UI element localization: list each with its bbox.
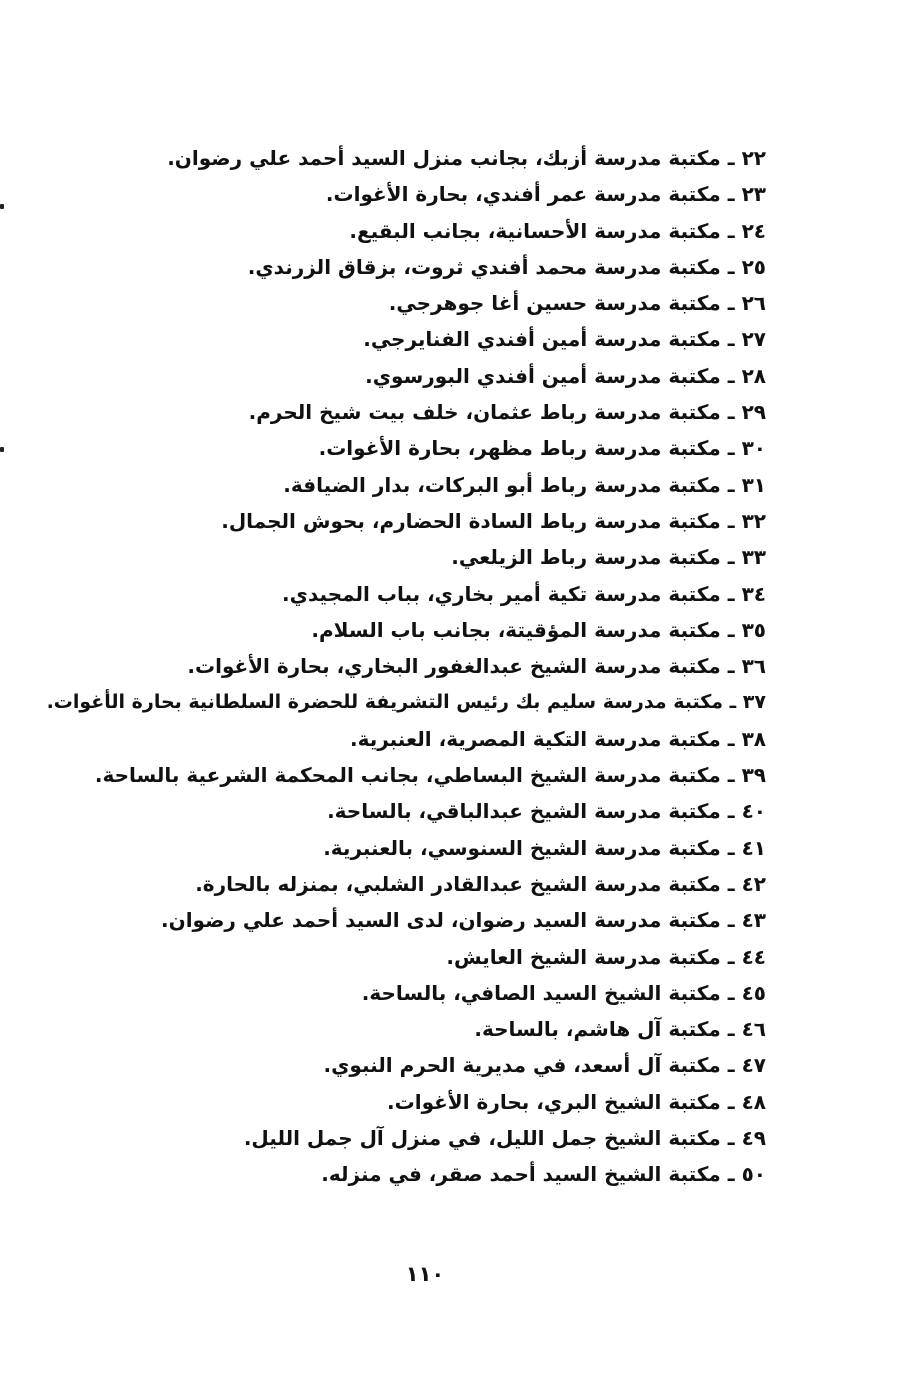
list-item: ٣٥ ـ مكتبة مدرسة المؤقيتة، بجانب باب السلام. [311, 617, 766, 642]
list-item: ٢٤ ـ مكتبة مدرسة الأحسانية، بجانب البقيع. [349, 218, 766, 243]
list-item: ٤٧ ـ مكتبة آل أسعد، في مديرية الحرم النبوي. [323, 1053, 766, 1078]
library-list [46, 140, 766, 1193]
list-item: ٣٦ ـ مكتبة مدرسة الشيخ عبدالغفور البخاري، بحارة الأغوات. [187, 654, 766, 679]
list-item: ٢٨ ـ مكتبة مدرسة أمين أفندي البورسوي. [365, 363, 766, 388]
list-item: ٢٦ ـ مكتبة مدرسة حسين أغا جوهرجي. [388, 291, 766, 316]
list-item: ٤١ ـ مكتبة مدرسة الشيخ السنوسي، بالعنبرية. [323, 835, 766, 860]
scan-mark [0, 447, 4, 452]
list-item: ٣٩ ـ مكتبة مدرسة الشيخ البساطي، بجانب المحكمة الشرعية بالساحة. [94, 763, 766, 788]
list-item: ٤٨ ـ مكتبة الشيخ البري، بحارة الأغوات. [387, 1089, 766, 1114]
list-item: ٢٢ ـ مكتبة مدرسة أزبك، بجانب منزل السيد أحمد علي رضوان. [167, 146, 766, 170]
list-item: ٤٤ ـ مكتبة مدرسة الشيخ العايش. [446, 944, 766, 969]
list-item: ٣١ ـ مكتبة مدرسة رباط أبو البركات، بدار الضيافة. [283, 472, 766, 497]
list-item: ٤٠ ـ مكتبة مدرسة الشيخ عبدالباقي، بالساحة. [327, 799, 766, 824]
list-item: ٣٧ ـ مكتبة مدرسة سليم بك رئيس التشريفة للحضرة السلطانية بحارة الأغوات. [46, 691, 766, 714]
list-item: ٣٨ ـ مكتبة مدرسة التكية المصرية، العنبرية. [349, 726, 766, 751]
list-item: ٢٣ ـ مكتبة مدرسة عمر أفندي، بحارة الأغوات. [325, 182, 766, 207]
list-item: ٣٤ ـ مكتبة مدرسة تكية أمير بخاري، بباب المجيدي. [282, 581, 766, 606]
list-item: ٤٣ ـ مكتبة مدرسة السيد رضوان، لدى السيد أحمد علي رضوان. [161, 908, 766, 933]
list-item: ٣٢ ـ مكتبة مدرسة رباط السادة الحضارم، بحوش الجمال. [221, 508, 766, 533]
list-item: ٣٣ ـ مكتبة مدرسة رباط الزيلعي. [451, 545, 766, 570]
list-item: ٤٩ ـ مكتبة الشيخ جمل الليل، في منزل آل جمل الليل. [243, 1126, 766, 1151]
list-item: ٤٦ ـ مكتبة آل هاشم، بالساحة. [474, 1017, 766, 1042]
list-item: ٥٠ ـ مكتبة الشيخ السيد أحمد صقر، في منزله. [321, 1162, 766, 1187]
list-item: ٣٠ ـ مكتبة مدرسة رباط مظهر، بحارة الأغوات. [318, 436, 766, 461]
list-item: ٢٩ ـ مكتبة مدرسة رباط عثمان، خلف بيت شيخ الحرم. [248, 400, 766, 425]
list-item: ٤٢ ـ مكتبة مدرسة الشيخ عبدالقادر الشلبي، بمنزله بالحارة. [195, 871, 766, 896]
list-item: ٢٥ ـ مكتبة مدرسة محمد أفندي ثروت، بزقاق الزرندي. [247, 254, 766, 279]
scan-mark [0, 204, 4, 209]
list-item: ٢٧ ـ مكتبة مدرسة أمين أفندي الفنايرجي. [363, 327, 766, 352]
list-item: ٤٥ ـ مكتبة الشيخ السيد الصافي، بالساحة. [361, 980, 766, 1005]
page-number: ١١٠ [405, 1262, 445, 1286]
